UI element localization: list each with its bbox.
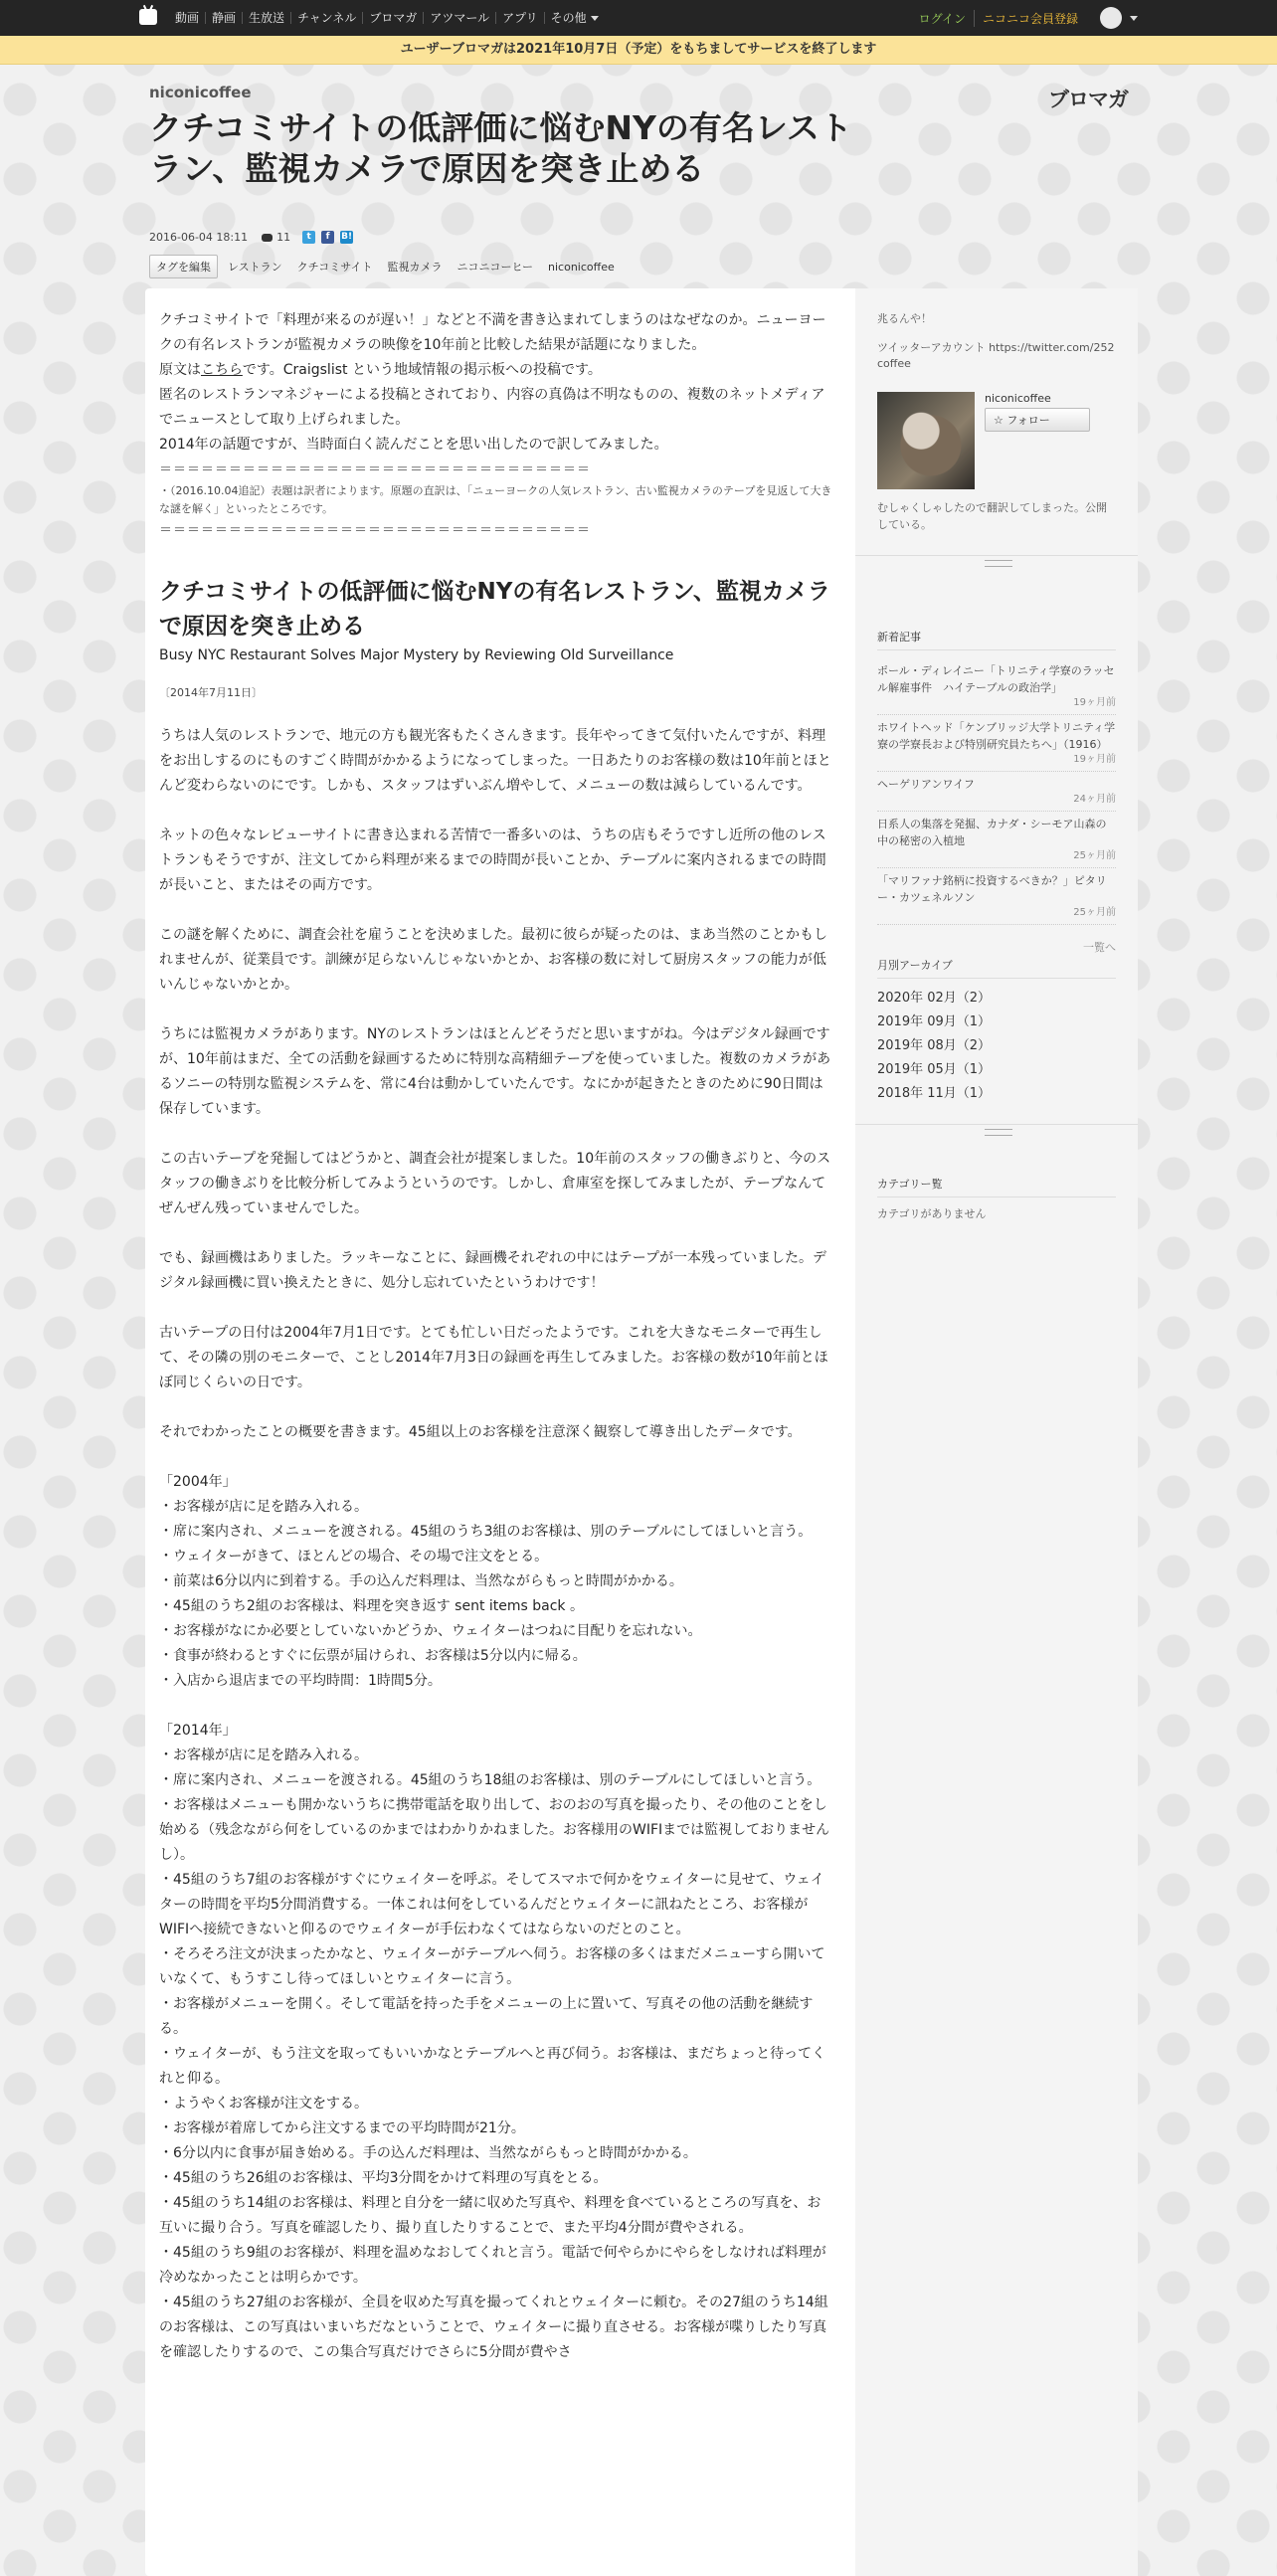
profile-greeting: 兆るんや！ [877,312,932,325]
nav-app[interactable]: アプリ [495,12,544,24]
article-heading: クチコミサイトの低評価に悩むNYの有名レストラン、監視カメラで原因を突き止める [159,579,830,640]
list-item: ・お客様が店に足を踏み入れる。 [159,1499,368,1515]
recent-article-ago: 19ヶ月前 [1073,754,1116,765]
list-item: ・そろそろ注文が決まったかなと、ウェイターがテーブルへ伺う。お客様の多くはまだメニューすら開いていなくて、もうすこし待ってほしいとウェイターに言う。 [159,1946,825,1987]
list-item: ・お客様がなにか必要としていないかどうか、ウェイターはつねに目配りを忘れない。 [159,1623,702,1639]
nav-seiga[interactable]: 静画 [205,12,242,24]
body-paragraph: うちには監視カメラがあります。NYのレストランはほとんどそうだと思いますがね。今はデジタル録画ですが、10年前はまだ、全ての活動を録画するために特別な高精細テープを使っていました。複数のカメラがあるソニーの特別な監視システムを、常に4台は動かしていたんです。なにかが起きたときのために90日間は保存しています。 [159,1026,831,1117]
twitter-account[interactable]: ツイッターアカウント https://twitter.com/252coffee [877,341,1115,370]
list-item: ・お客様が店に足を踏み入れる。 [159,1748,368,1763]
list-item: ・45組のうち9組のお客様が、料理を温めなおしてくれと言う。電話で何やらかにやらをしなければ料理が冷めなかったことは明らかです。 [159,2245,826,2286]
tag-item[interactable]: ニコニコーヒー [456,261,534,274]
niconico-logo-icon[interactable] [139,9,157,25]
category-list-title: カテゴリー覧 [877,1176,1116,1197]
hatena-bookmark-icon[interactable]: B! [341,232,353,242]
recent-articles-title: 新着記事 [877,629,1116,650]
archive-item[interactable]: 2019年 08月（2） [877,1038,992,1053]
tag-item[interactable]: クチコミサイト [296,261,373,274]
list-item: ・ウェイターが、もう注文を取ってもいいかなとテーブルへと再び伺う。お客様は、まだちょっと待ってくれと仰る。 [159,2046,826,2087]
body-paragraph: それでわかったことの概要を書きます。45組以上のお客様を注意深く観察して導き出したデータです。 [159,1424,802,1440]
profile-avatar[interactable] [877,392,975,489]
category-list [877,1176,1116,1221]
list-item: ・お客様がメニューを開く。そして電話を持った手をメニューの上に置いて、写真その他の活動を継続する。 [159,1996,814,2037]
archive-item[interactable]: 2020年 02月（2） [877,991,992,1006]
list-item: ・6分以内に食事が届き始める。手の込んだ料理は、当然ながらもっと時間がかかる。 [159,2145,697,2161]
body-paragraph: でも、録画機はありました。ラッキーなことに、録画機それぞれの中にはテープが一本残っていました。デジタル録画機に買い換えたときに、処分し忘れていたというわけです！ [159,1250,827,1291]
archive-item[interactable]: 2018年 11月（1） [877,1086,992,1101]
intro-paragraph: 匿名のレストランマネジャーによる投稿とされており、内容の真偽は不明なものの、複数のネットメディアでニュースとして取り上げられました。 [159,387,825,428]
recent-article-ago: 25ヶ月前 [1073,907,1116,918]
recent-article-title[interactable]: 「マリファナ銘柄に投資するべきか？」ピタリー・カツェネルソン [877,874,1107,904]
user-avatar-icon[interactable] [1100,7,1122,29]
tag-list [149,255,630,278]
archive-item[interactable]: 2019年 09月（1） [877,1014,992,1029]
nav-live[interactable]: 生放送 [242,12,290,24]
separator: ＝＝＝＝＝＝＝＝＝＝＝＝＝＝＝＝＝＝＝＝＝＝＝＝＝＝＝＝＝＝＝ [159,462,592,477]
nav-more[interactable] [544,12,605,24]
original-post-date: 〔2014年7月11日〕 [159,686,263,699]
list-item: ・45組のうち26組のお客様は、平均3分間をかけて料理の写真をとる。 [159,2170,608,2186]
list-item: ・入店から退店までの平均時間：1時間5分。 [159,1673,442,1689]
list-item: ・前菜は6分以内に到着する。手の込んだ料理は、当然ながらもっと時間がかかる。 [159,1573,683,1589]
recent-article-ago: 19ヶ月前 [1073,697,1116,708]
list-item: ・ようやくお客様が注文をする。 [159,2096,368,2112]
body-paragraph: この謎を解くために、調査会社を雇うことを決めました。最初に彼らが疑ったのは、まあ当然のことかもしれませんが、従業員です。訓練が足らないんじゃないかとか、お客様の数に対して厨房スタッフの能力が低いんじゃないかとか。 [159,927,827,993]
separator: ＝＝＝＝＝＝＝＝＝＝＝＝＝＝＝＝＝＝＝＝＝＝＝＝＝＝＝＝＝＝＝ [159,523,592,538]
list-item: ・45組のうち14組のお客様は、料理と自分を一緒に収めた写真や、料理を食べているところの写真を、お互いに撮り合う。写真を確認したり、撮り直したりすることで、また平均4分間が費やされる。 [159,2195,821,2236]
list-item: ・45組のうち2組のお客様は、料理を突き返す sent items back 。 [159,1598,584,1614]
register-link[interactable]: ニコニコ会員登録 [982,11,1078,26]
nav-more-label: その他 [550,11,587,25]
service-nav [169,0,605,36]
article-meta [149,231,353,244]
recent-articles [877,629,1116,955]
recent-article-item[interactable] [877,658,1116,715]
nav-channel[interactable]: チャンネル [290,12,362,24]
list-item: ・席に案内され、メニューを渡される。45組のうち18組のお客様は、別のテーブルにしてほしいと言う。 [159,1772,821,1788]
article-body [159,308,833,2365]
profile-username[interactable]: niconicoffee [985,392,1051,405]
comment-count[interactable] [262,231,290,244]
recent-article-title[interactable]: ホワイトヘッド「ケンブリッジ大学トリニティ学寮の学寮長および特別研究員たちへ」（1916） [877,721,1116,751]
recent-article-title[interactable]: ポール・ディレイニー「トリニティ学寮のラッセル解雇事件 ハイテーブルの政治学」 [877,664,1115,694]
recent-article-title[interactable]: 日系人の集落を発掘、カナダ・シーモア山森の中の秘密の入植地 [877,818,1107,847]
body-paragraph: ネットの色々なレビューサイトに書き込まれる苦情で一番多いのは、うちの店もそうですし近所の他のレストランもそうですが、注文してから料理が来るまでの時間が長いことか、テーブルに案内されるまでの時間が長いこと、またはその両方です。 [159,828,826,893]
blomaga-logo[interactable]: ブロマガ [1048,88,1128,111]
star-icon: ☆ [994,414,1007,427]
list-item: ・ウェイターがきて、ほとんどの場合、その場で注文をとる。 [159,1549,549,1564]
account-menu-chevron-icon[interactable] [1130,16,1138,21]
list-item: ・席に案内され、メニューを渡される。45組のうち3組のお客様は、別のテーブルにしてほしいと言う。 [159,1524,813,1540]
recent-article-item[interactable] [877,868,1116,925]
article-subheading: Busy NYC Restaurant Solves Major Mystery by Reviewing Old Surveillance [159,647,674,663]
comment-bubble-icon [262,234,273,242]
list-2004-title: 「2004年」 [159,1474,237,1490]
navbar-inner [139,0,1138,36]
recent-articles-more-link[interactable]: 一覧へ [1083,941,1116,954]
list-2014-title: 「2014年」 [159,1723,237,1739]
follow-button[interactable] [985,408,1090,432]
account-nav [919,0,1138,36]
section-divider [855,555,1138,564]
section-divider [855,1124,1138,1133]
nav-blomaga[interactable]: ブロマガ [362,12,423,24]
source-line [159,358,833,383]
source-link[interactable]: こちら [201,362,243,378]
comment-count-value: 11 [276,231,291,244]
post-date: 2016-06-04 18:11 [149,231,249,244]
source-prefix: 原文は [159,362,201,378]
monthly-archive [877,957,1116,1106]
recent-article-item[interactable] [877,812,1116,868]
list-item: ・45組のうち27組のお客様が、全員を収めた写真を撮ってくれとウェイターに頼む。その27組のうち14組のお客様は、この写真はいまいちだなということで、ウェイターに撮り直させる。お客様が喋りしたり写真を確認したりするので、この集合写真だけでさらに5分間が費やさ [159,2295,828,2360]
archive-item[interactable]: 2019年 05月（1） [877,1062,992,1077]
facebook-share-icon[interactable]: f [321,231,334,244]
login-link[interactable]: ログイン [919,10,975,27]
list-item: ・45組のうち7組のお客様がすぐにウェイターを呼ぶ。そしてスマホで何かをウェイターに見せて、ウェイターの時間を平均5分間消費する。一体これは何をしているんだとウェイターに訊ねたところ、お客様がWIFIへ接続できないと仰るのでウェイターが手伝わなくてはならないのだとのこと。 [159,1872,824,1937]
sidebar [855,288,1138,2576]
tag-item[interactable]: レストラン [228,261,282,274]
page-title: クチコミサイトの低評価に悩むNYの有名レストラン、監視カメラで原因を突き止める [149,108,852,188]
edit-tags-button[interactable]: タグを編集 [149,255,218,278]
channel-name[interactable]: niconicoffee [149,84,252,101]
intro-paragraph: クチコミサイトで「料理が来るのが遅い！」などと不満を書き込まれてしまうのはなぜなのか。ニューヨークの有名レストランが監視カメラの映像を10年前と比較した結果が話題になりました。 [159,312,826,353]
recent-article-item[interactable] [877,715,1116,772]
twitter-share-icon[interactable]: t [302,231,315,244]
monthly-archive-title: 月別アーカイブ [877,957,1116,979]
translator-note: ・（2016.10.04追記）表題は訳者によります。原題の直訳は、「ニューヨークの人気レストラン、古い監視カメラのテープを見返して大きな謎を解く」といったところです。 [159,484,832,515]
recent-article-ago: 25ヶ月前 [1073,850,1116,861]
body-paragraph: この古いテープを発掘してはどうかと、調査会社が提案しました。10年前のスタッフの働きぶりと、今のスタッフの働きぶりを比較分析してみようというのです。しかし、倉庫室を探してみましたが、テープなんてぜんぜん残っていませんでした。 [159,1151,831,1216]
list-item: ・お客様が着席してから注文するまでの平均時間が21分。 [159,2120,525,2136]
tag-item[interactable]: niconicoffee [548,260,615,274]
body-paragraph: 古いテープの日付は2004年7月1日です。とても忙しい日だったようです。これを大きなモニターで再生して、その隣の別のモニターで、ことし2014年7月3日の録画を再生してみました。お客様の数が10年前とほぼ同じくらいの日です。 [159,1325,828,1390]
global-navbar [0,0,1277,36]
recent-article-title[interactable]: ヘーゲリアンワイフ [877,778,975,791]
recent-article-item[interactable] [877,772,1116,812]
list-item: ・お客様はメニューも開かないうちに携帯電話を取り出して、おのおの写真を撮ったり、その他のことをし始める（残念ながら何をしているのかまではわかりかねました。お客様用のWIFIまでは監視しておりませんし）。 [159,1797,830,1863]
body-paragraph: うちは人気のレストランで、地元の方も観光客もたくさんきます。長年やってきて気付いたんですが、料理をお出しするのにものすごく時間がかかるようになってしまった。一日あたりのお客様の数は10年前とほとんど変わらないのにです。しかも、スタッフはずいぶん増やして、メニューの数は減らしているんです。 [159,728,831,794]
profile-bio: むしゃくしゃしたので翻訳してしまった。公開している。 [877,501,1107,531]
follow-label: フォロー [1006,414,1050,427]
nav-douga[interactable]: 動画 [175,11,200,25]
chevron-down-icon [591,16,599,21]
category-empty-text: カテゴリがありません [877,1207,987,1220]
service-end-notice: ユーザーブロマガは2021年10月7日（予定）をもちましてサービスを終了します [0,36,1277,65]
list-item: ・食事が終わるとすぐに伝票が届けられ、お客様は5分以内に帰る。 [159,1648,587,1664]
nav-atsumaru[interactable]: アツマール [423,12,495,24]
intro-paragraph: 2014年の話題ですが、当時面白く読んだことを思い出したので訳してみました。 [159,437,668,453]
recent-article-ago: 24ヶ月前 [1073,794,1116,805]
tag-item[interactable]: 監視カメラ [387,261,443,274]
source-suffix: です。Craigslist という地域情報の掲示板への投稿です。 [242,362,602,378]
